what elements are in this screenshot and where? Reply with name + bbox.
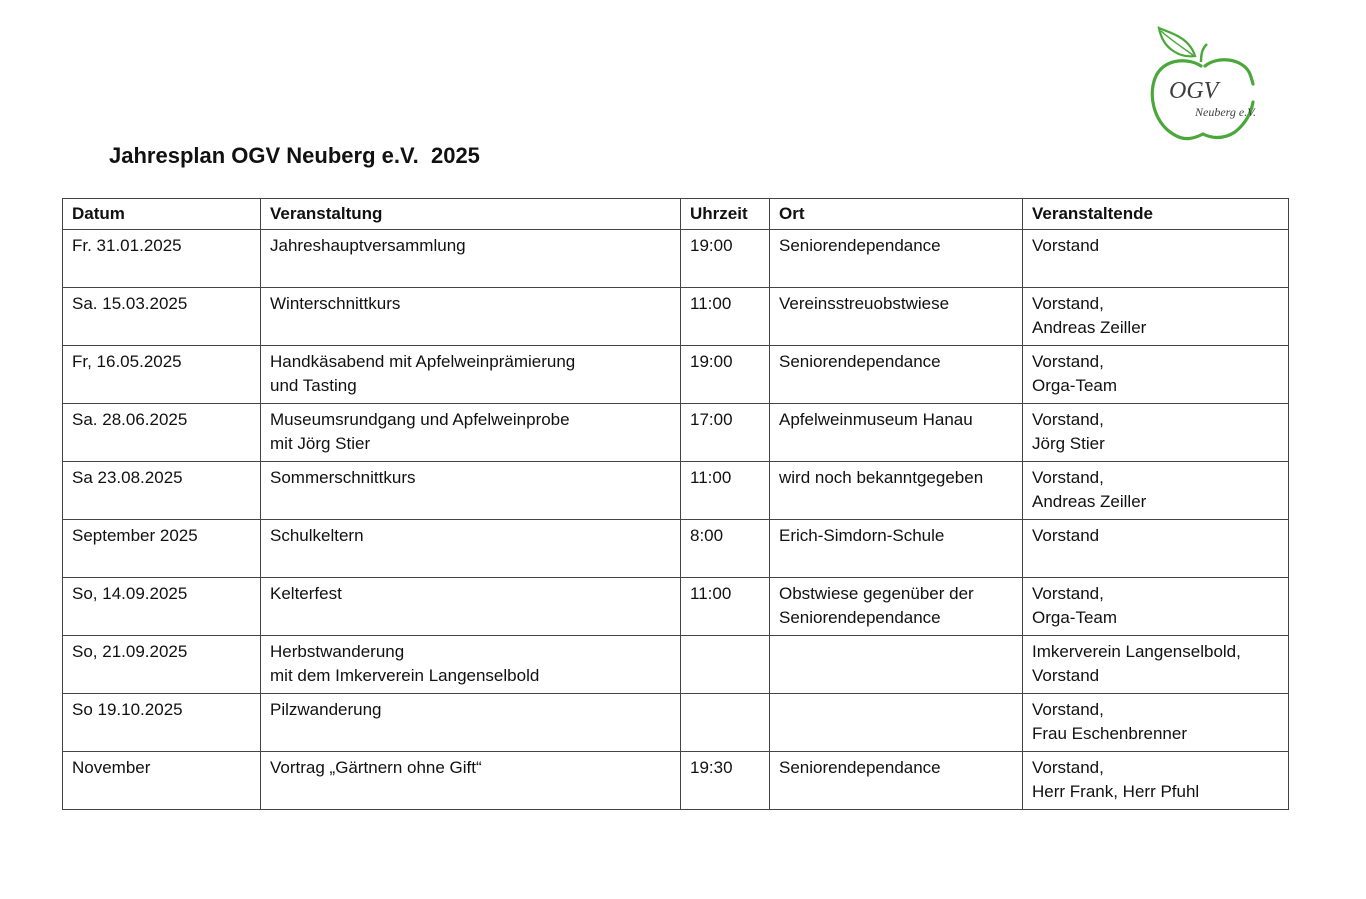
cell-veranstaltung	[261, 230, 681, 288]
cell-veranstaltende	[1023, 230, 1289, 288]
apple-logo-icon	[1145, 22, 1280, 147]
cell-line: Winterschnittkurs	[270, 294, 401, 313]
cell-line: Herbstwanderung	[270, 642, 405, 661]
cell-line: Vorstand	[1032, 236, 1100, 255]
cell-ort	[770, 752, 1023, 810]
cell-ort	[770, 288, 1023, 346]
cell-veranstaltende	[1023, 462, 1289, 520]
cell-line: Vorstand,	[1032, 294, 1104, 313]
cell-line: Herr Frank, Herr Pfuhl	[1032, 782, 1200, 801]
cell-ort	[770, 520, 1023, 578]
cell-line: und Tasting	[270, 376, 357, 395]
table-header-row	[63, 199, 1289, 230]
cell-line: Jörg Stier	[1032, 434, 1105, 453]
ogv-logo	[1145, 22, 1280, 147]
cell-datum: So, 21.09.2025	[63, 636, 261, 694]
header-veranstaltung: Veranstaltung	[261, 199, 681, 230]
cell-line: wird noch bekanntgegeben	[779, 468, 984, 487]
cell-line: Pilzwanderung	[270, 700, 382, 719]
cell-line: Andreas Zeiller	[1032, 318, 1147, 337]
cell-line: Vorstand,	[1032, 700, 1104, 719]
cell-line: Sommerschnittkurs	[270, 468, 416, 487]
cell-line: Handkäsabend mit Apfelweinprämierung	[270, 352, 576, 371]
cell-line: Vortrag „Gärtnern ohne Gift“	[270, 758, 482, 777]
cell-line: Vorstand,	[1032, 468, 1104, 487]
cell-line: Vorstand,	[1032, 352, 1104, 371]
cell-line: mit dem Imkerverein Langenselbold	[270, 666, 540, 685]
cell-line: Vereinsstreuobstwiese	[779, 294, 950, 313]
cell-veranstaltende	[1023, 752, 1289, 810]
cell-line: Vorstand,	[1032, 410, 1104, 429]
cell-line: Seniorendependance	[779, 352, 941, 371]
logo-text: OGV	[1169, 78, 1219, 104]
table-row	[63, 462, 1289, 520]
cell-ort	[770, 346, 1023, 404]
cell-datum: Sa. 15.03.2025	[63, 288, 261, 346]
cell-line: Imkerverein Langenselbold,	[1032, 642, 1241, 661]
cell-line: Kelterfest	[270, 584, 342, 603]
cell-line: Schulkeltern	[270, 526, 364, 545]
cell-datum: Fr, 16.05.2025	[63, 346, 261, 404]
page-title: Jahresplan OGV Neuberg e.V. 2025	[109, 143, 480, 168]
cell-veranstaltende	[1023, 404, 1289, 462]
cell-line: Erich-Simdorn-Schule	[779, 526, 945, 545]
cell-datum: September 2025	[63, 520, 261, 578]
table-row	[63, 288, 1289, 346]
cell-ort	[770, 230, 1023, 288]
cell-uhrzeit: 11:00	[681, 288, 770, 346]
cell-line: mit Jörg Stier	[270, 434, 371, 453]
cell-uhrzeit: 11:00	[681, 462, 770, 520]
table-row	[63, 520, 1289, 578]
table-row	[63, 578, 1289, 636]
cell-line: Vorstand	[1032, 666, 1100, 685]
cell-veranstaltung	[261, 288, 681, 346]
cell-line: Jahreshauptversammlung	[270, 236, 466, 255]
cell-line: Apfelweinmuseum Hanau	[779, 410, 973, 429]
cell-line: Vorstand,	[1032, 758, 1104, 777]
cell-uhrzeit: 11:00	[681, 578, 770, 636]
cell-line: Orga-Team	[1032, 376, 1118, 395]
cell-veranstaltung	[261, 578, 681, 636]
cell-veranstaltung	[261, 346, 681, 404]
cell-veranstaltung	[261, 520, 681, 578]
cell-ort	[770, 636, 1023, 694]
cell-uhrzeit: 17:00	[681, 404, 770, 462]
cell-datum: Sa 23.08.2025	[63, 462, 261, 520]
cell-veranstaltende	[1023, 346, 1289, 404]
cell-veranstaltung	[261, 462, 681, 520]
cell-uhrzeit: 19:00	[681, 230, 770, 288]
cell-line: Orga-Team	[1032, 608, 1118, 627]
cell-datum: Sa. 28.06.2025	[63, 404, 261, 462]
cell-veranstaltende	[1023, 694, 1289, 752]
logo-subtext: Neuberg e.V.	[1195, 105, 1256, 119]
cell-datum: November	[63, 752, 261, 810]
cell-uhrzeit	[681, 636, 770, 694]
cell-veranstaltende	[1023, 288, 1289, 346]
table-row	[63, 230, 1289, 288]
cell-uhrzeit: 8:00	[681, 520, 770, 578]
cell-line: Frau Eschenbrenner	[1032, 724, 1187, 743]
header-ort: Ort	[770, 199, 1023, 230]
header-uhrzeit: Uhrzeit	[681, 199, 770, 230]
table-row	[63, 752, 1289, 810]
cell-datum: So, 14.09.2025	[63, 578, 261, 636]
header-datum: Datum	[63, 199, 261, 230]
cell-ort	[770, 694, 1023, 752]
cell-ort	[770, 578, 1023, 636]
cell-line: Vorstand,	[1032, 584, 1104, 603]
cell-veranstaltung	[261, 636, 681, 694]
cell-line: Museumsrundgang und Apfelweinprobe	[270, 410, 570, 429]
cell-ort	[770, 404, 1023, 462]
cell-line: Vorstand	[1032, 526, 1100, 545]
cell-line: Obstwiese gegenüber der	[779, 584, 974, 603]
cell-veranstaltende	[1023, 520, 1289, 578]
cell-line: Andreas Zeiller	[1032, 492, 1147, 511]
table-row	[63, 694, 1289, 752]
cell-datum: Fr. 31.01.2025	[63, 230, 261, 288]
table-row	[63, 346, 1289, 404]
cell-datum: So 19.10.2025	[63, 694, 261, 752]
cell-veranstaltende	[1023, 636, 1289, 694]
cell-veranstaltung	[261, 694, 681, 752]
cell-line: Seniorendependance	[779, 236, 941, 255]
cell-veranstaltende	[1023, 578, 1289, 636]
header-veranstaltende: Veranstaltende	[1023, 199, 1289, 230]
table-row	[63, 636, 1289, 694]
cell-uhrzeit: 19:00	[681, 346, 770, 404]
event-table	[62, 198, 1289, 810]
cell-veranstaltung	[261, 404, 681, 462]
cell-uhrzeit	[681, 694, 770, 752]
table-row	[63, 404, 1289, 462]
cell-veranstaltung	[261, 752, 681, 810]
cell-line: Seniorendependance	[779, 608, 941, 627]
cell-uhrzeit: 19:30	[681, 752, 770, 810]
cell-line: Seniorendependance	[779, 758, 941, 777]
cell-ort	[770, 462, 1023, 520]
